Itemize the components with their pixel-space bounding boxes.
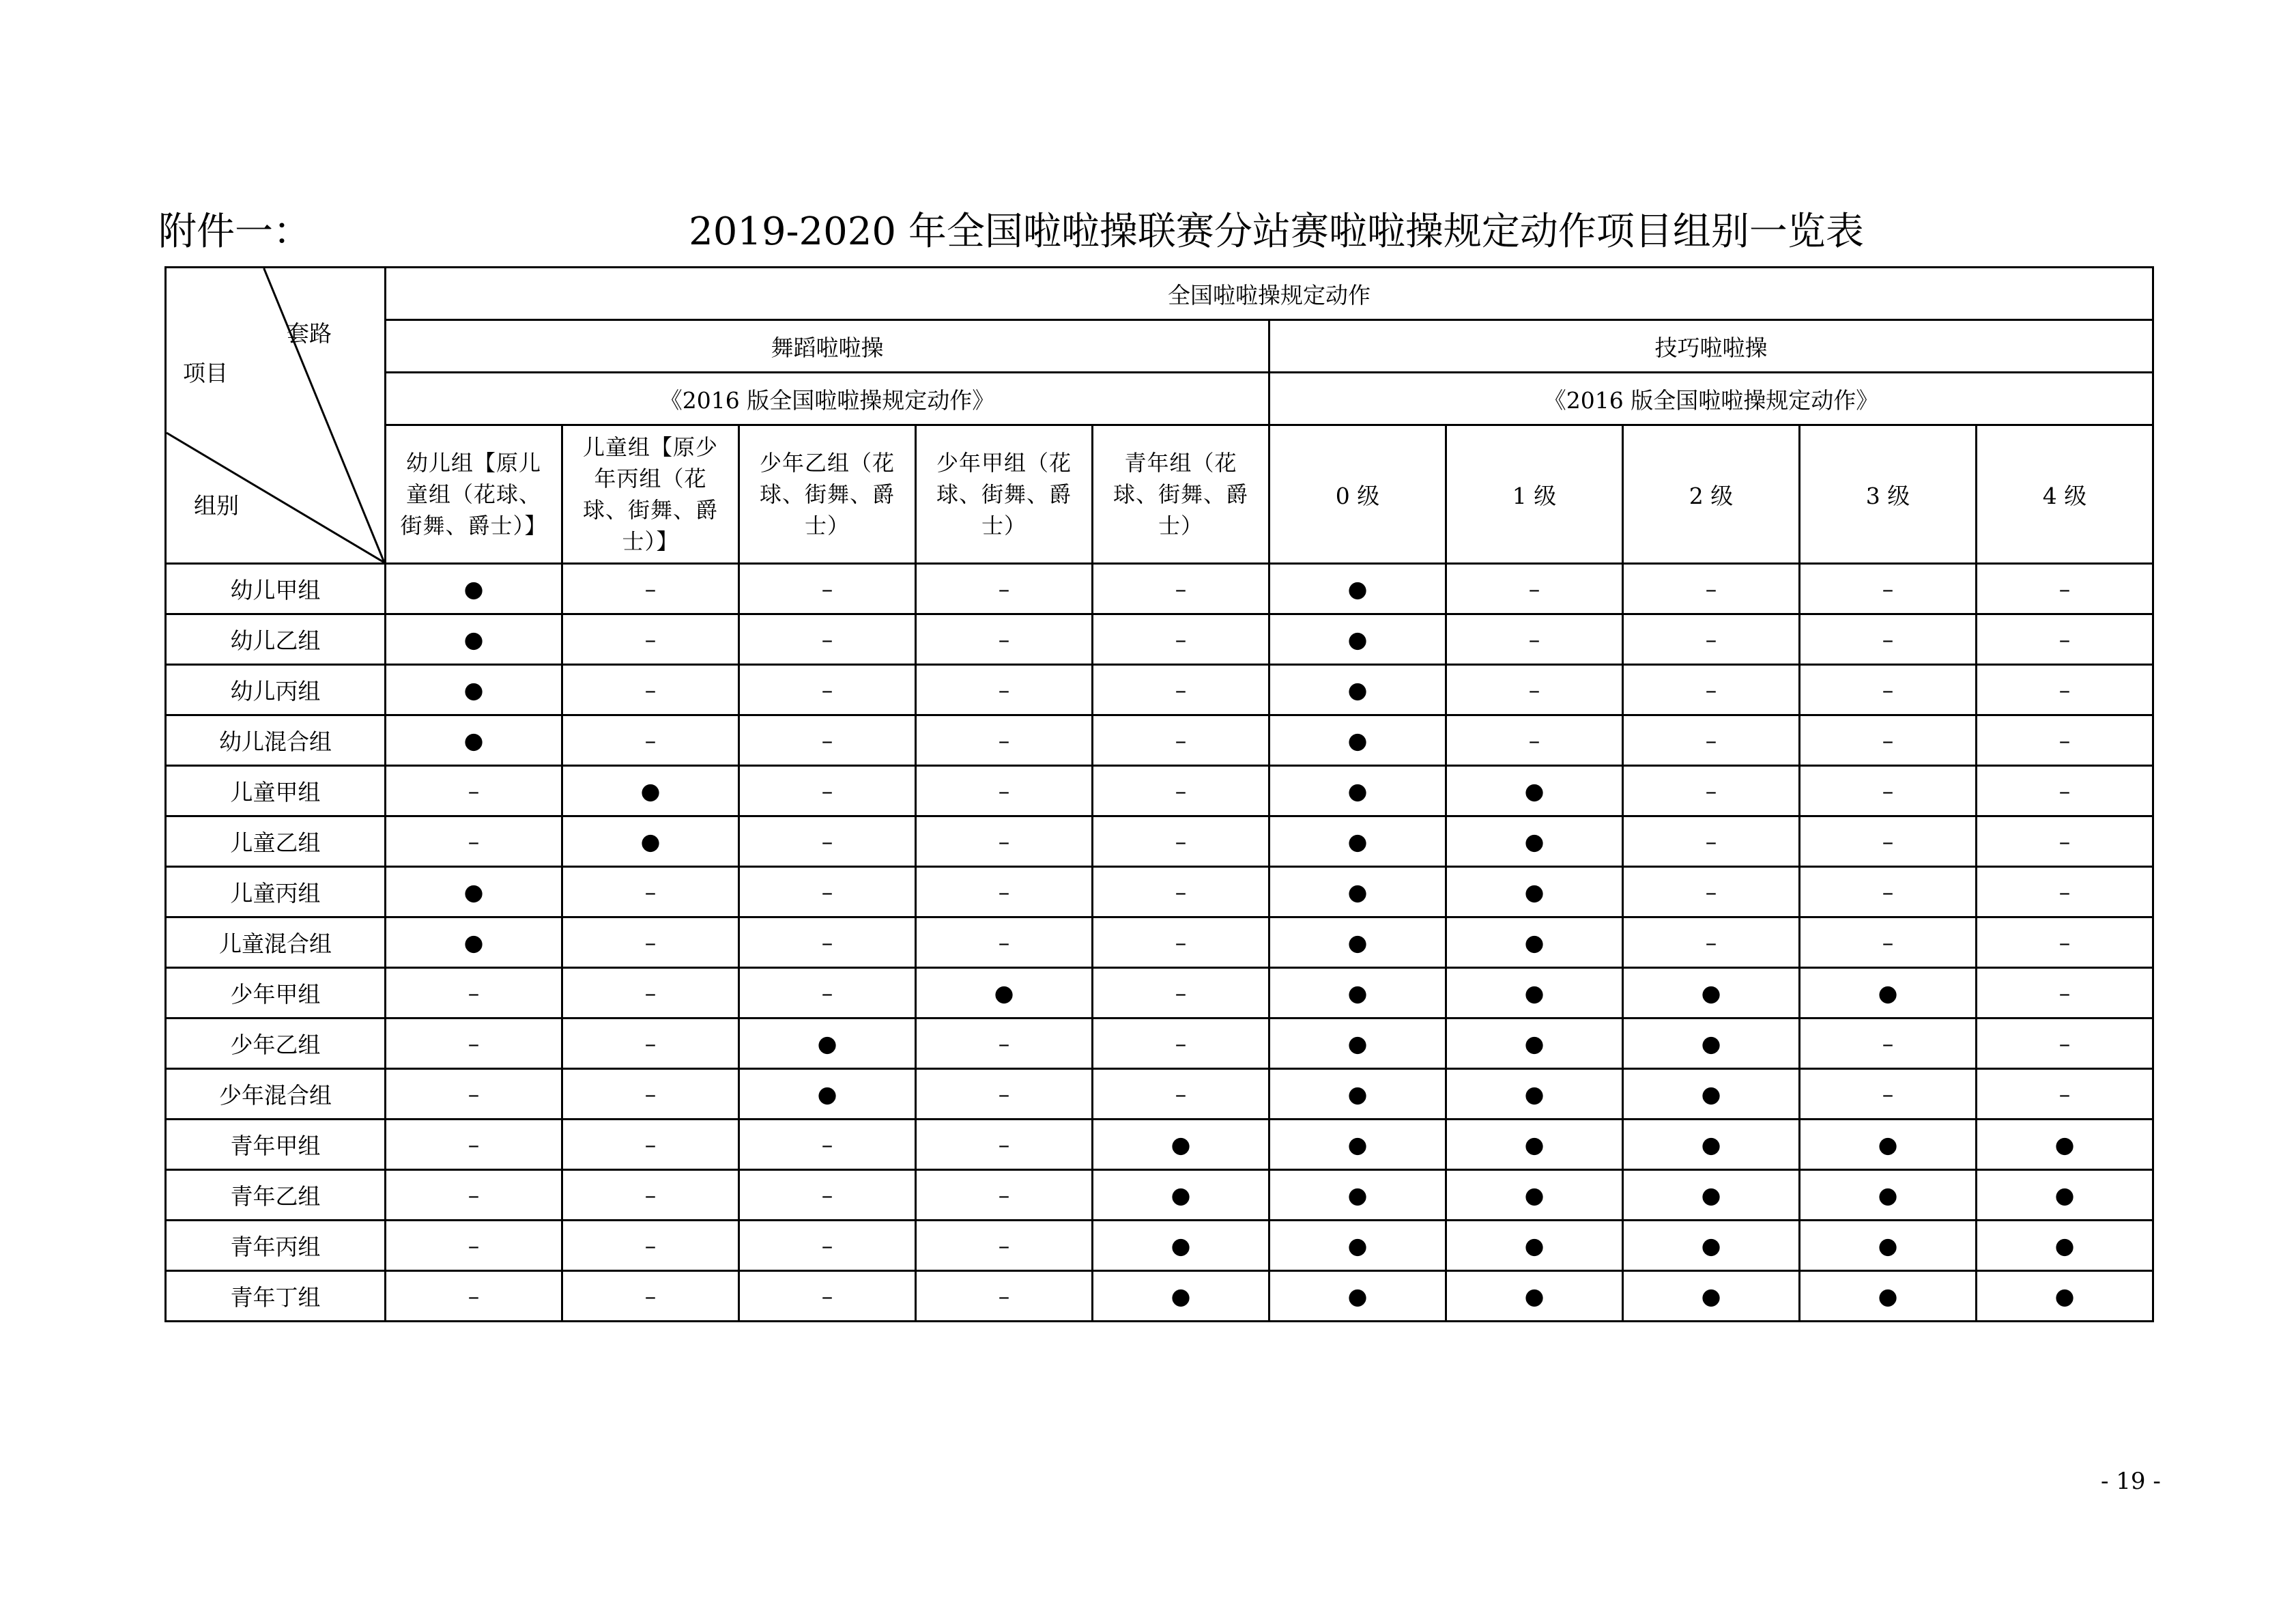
table-cell: – <box>739 968 916 1018</box>
table-cell: – <box>916 867 1093 917</box>
table-cell: ● <box>1623 1271 1800 1322</box>
column-header-label: 少年甲组（花球、街舞、爵士） <box>936 450 1072 539</box>
table-row <box>166 1170 2153 1221</box>
table-cell: ● <box>1269 1120 1446 1170</box>
table-row <box>166 1271 2153 1322</box>
row-label: 幼儿混合组 <box>166 715 386 766</box>
table-row <box>166 715 2153 766</box>
table-cell: – <box>1800 766 1977 816</box>
table-cell: – <box>562 1221 739 1271</box>
table-cell: ● <box>1800 1170 1977 1221</box>
table-row <box>166 564 2153 614</box>
table-cell: ● <box>1800 1221 1977 1271</box>
table-cell: – <box>386 1170 562 1221</box>
table-cell: – <box>916 665 1093 715</box>
table-cell: – <box>916 1221 1093 1271</box>
table-cell: – <box>1623 715 1800 766</box>
table-cell: – <box>562 665 739 715</box>
attachment-label: 附件一： <box>158 210 311 254</box>
table-cell: ● <box>1446 917 1623 968</box>
header-row-version <box>166 373 2153 425</box>
column-header-level-0: 0 级 <box>1269 425 1446 564</box>
corner-item-label: 项目 <box>183 360 228 386</box>
table-cell: – <box>386 1018 562 1069</box>
column-header-level-1: 1 级 <box>1446 425 1623 564</box>
row-label: 儿童混合组 <box>166 917 386 968</box>
row-label: 儿童乙组 <box>166 816 386 867</box>
table-cell: – <box>562 867 739 917</box>
skill-version-header: 《2016 版全国啦啦操规定动作》 <box>1269 373 2153 425</box>
table-row <box>166 867 2153 917</box>
table-cell: – <box>1623 917 1800 968</box>
table-cell: – <box>562 564 739 614</box>
table-cell: ● <box>1800 1120 1977 1170</box>
table-cell: ● <box>1446 1120 1623 1170</box>
header-row-type <box>166 320 2153 373</box>
table-row <box>166 1018 2153 1069</box>
skill-header: 技巧啦啦操 <box>1269 320 2153 373</box>
table-cell: – <box>1800 665 1977 715</box>
table-cell: ● <box>1269 564 1446 614</box>
table-cell: ● <box>386 917 562 968</box>
table-cell: ● <box>1800 1271 1977 1322</box>
row-label: 幼儿丙组 <box>166 665 386 715</box>
table-cell: ● <box>1446 1069 1623 1120</box>
table-cell: – <box>916 1120 1093 1170</box>
table-cell: – <box>1093 766 1269 816</box>
table-cell: ● <box>386 715 562 766</box>
table-cell: ● <box>1623 968 1800 1018</box>
table-cell: – <box>1623 665 1800 715</box>
table-cell: – <box>1977 715 2153 766</box>
table-cell: ● <box>739 1018 916 1069</box>
table-cell: – <box>386 968 562 1018</box>
table-cell: ● <box>1269 1018 1446 1069</box>
table-cell: – <box>1800 715 1977 766</box>
table-cell: – <box>739 1170 916 1221</box>
table-cell: – <box>562 1069 739 1120</box>
table-row <box>166 917 2153 968</box>
table-cell: ● <box>1093 1271 1269 1322</box>
table-cell: – <box>916 1170 1093 1221</box>
table-cell: – <box>1977 564 2153 614</box>
table-cell: ● <box>1269 968 1446 1018</box>
table-cell: ● <box>1269 867 1446 917</box>
table-row <box>166 1069 2153 1120</box>
row-label: 幼儿甲组 <box>166 564 386 614</box>
table-cell: – <box>916 564 1093 614</box>
table-cell: – <box>562 614 739 665</box>
table-cell: ● <box>1269 917 1446 968</box>
table-cell: ● <box>1446 1271 1623 1322</box>
table-cell: ● <box>1446 816 1623 867</box>
table-row <box>166 968 2153 1018</box>
table-cell: ● <box>1446 968 1623 1018</box>
column-header-shaonian-jia <box>916 425 1093 564</box>
table-cell: ● <box>1446 1018 1623 1069</box>
table-cell: – <box>739 715 916 766</box>
table-cell: ● <box>562 816 739 867</box>
column-header-label: 少年乙组（花球、街舞、爵士） <box>759 450 895 539</box>
column-header-level-4: 4 级 <box>1977 425 2153 564</box>
table-cell: – <box>1446 715 1623 766</box>
table-cell: – <box>562 1170 739 1221</box>
table-cell: – <box>1977 614 2153 665</box>
table-cell: – <box>1977 917 2153 968</box>
row-label: 儿童丙组 <box>166 867 386 917</box>
table-cell: – <box>1093 665 1269 715</box>
corner-group-label: 组别 <box>194 492 239 519</box>
row-label: 青年甲组 <box>166 1120 386 1170</box>
table-cell: – <box>386 1069 562 1120</box>
table-cell: – <box>1800 614 1977 665</box>
table-cell: – <box>1800 816 1977 867</box>
table-cell: ● <box>1977 1271 2153 1322</box>
row-label: 少年甲组 <box>166 968 386 1018</box>
table-cell: ● <box>916 968 1093 1018</box>
table-cell: ● <box>1623 1170 1800 1221</box>
table-cell: – <box>916 715 1093 766</box>
table-cell: ● <box>1623 1120 1800 1170</box>
table-cell: ● <box>1800 968 1977 1018</box>
table-cell: – <box>562 1271 739 1322</box>
table-cell: – <box>386 1221 562 1271</box>
column-header-label: 儿童组【原少年丙组（花球、街舞、爵士）】 <box>582 434 718 554</box>
header-row-columns <box>166 425 2153 564</box>
table-cell: – <box>1623 766 1800 816</box>
row-label: 少年乙组 <box>166 1018 386 1069</box>
table-cell: – <box>1977 867 2153 917</box>
table-cell: – <box>739 867 916 917</box>
table-cell: ● <box>1269 1170 1446 1221</box>
row-label: 儿童甲组 <box>166 766 386 816</box>
table-cell: – <box>739 766 916 816</box>
table-cell: – <box>739 1271 916 1322</box>
table-cell: – <box>1800 917 1977 968</box>
column-header-qingnian <box>1093 425 1269 564</box>
column-header-level-2: 2 级 <box>1623 425 1800 564</box>
table-cell: ● <box>386 614 562 665</box>
table-cell: ● <box>1446 766 1623 816</box>
table-cell: – <box>562 968 739 1018</box>
table-cell: ● <box>1093 1221 1269 1271</box>
table-cell: – <box>1446 564 1623 614</box>
table-cell: – <box>562 917 739 968</box>
table-cell: ● <box>1623 1018 1800 1069</box>
table-cell: – <box>1446 665 1623 715</box>
page-number: - 19 - <box>2101 1468 2161 1495</box>
row-label: 青年丁组 <box>166 1271 386 1322</box>
table-cell: – <box>1093 715 1269 766</box>
table-cell: – <box>1800 1069 1977 1120</box>
table-cell: – <box>739 614 916 665</box>
table-cell: – <box>1446 614 1623 665</box>
table-cell: – <box>386 1120 562 1170</box>
corner-routine-label: 套路 <box>287 320 332 347</box>
table-cell: – <box>1093 816 1269 867</box>
table-cell: ● <box>1446 1221 1623 1271</box>
table-cell: – <box>916 917 1093 968</box>
table-cell: – <box>1623 614 1800 665</box>
table-cell: ● <box>1977 1221 2153 1271</box>
table-cell: ● <box>386 665 562 715</box>
table-cell: – <box>1623 816 1800 867</box>
table-cell: – <box>1093 1018 1269 1069</box>
table-row <box>166 614 2153 665</box>
table-cell: – <box>1977 968 2153 1018</box>
table-cell: – <box>739 1120 916 1170</box>
table-cell: – <box>1093 968 1269 1018</box>
table-cell: – <box>1977 1069 2153 1120</box>
table-cell: – <box>739 564 916 614</box>
table-cell: – <box>1093 1069 1269 1120</box>
table-row <box>166 766 2153 816</box>
table-cell: ● <box>1269 614 1446 665</box>
table-cell: – <box>1093 867 1269 917</box>
table-cell: – <box>1093 917 1269 968</box>
table-cell: – <box>562 1018 739 1069</box>
table-cell: – <box>1093 614 1269 665</box>
table-cell: ● <box>562 766 739 816</box>
table-cell: – <box>1800 1018 1977 1069</box>
table-cell: – <box>562 1120 739 1170</box>
table-cell: – <box>916 1018 1093 1069</box>
table-cell: ● <box>1269 715 1446 766</box>
table-cell: – <box>1800 867 1977 917</box>
table-row <box>166 665 2153 715</box>
table-cell: – <box>386 1271 562 1322</box>
column-header-label: 幼儿组【原儿童组（花球、街舞、爵士）】 <box>400 450 547 539</box>
column-header-level-3: 3 级 <box>1800 425 1977 564</box>
table-cell: ● <box>1269 1069 1446 1120</box>
table-cell: – <box>562 715 739 766</box>
table-row <box>166 1221 2153 1271</box>
column-header-shaonian-yi <box>739 425 916 564</box>
row-label: 幼儿乙组 <box>166 614 386 665</box>
table-cell: – <box>1977 1018 2153 1069</box>
table-cell: ● <box>1977 1170 2153 1221</box>
table-cell: – <box>1093 564 1269 614</box>
table-cell: ● <box>1269 816 1446 867</box>
table-cell: ● <box>1446 1170 1623 1221</box>
table-cell: ● <box>1623 1221 1800 1271</box>
table-cell: – <box>386 816 562 867</box>
column-header-label: 青年组（花球、街舞、爵士） <box>1113 450 1248 539</box>
table-cell: – <box>916 1069 1093 1120</box>
table-cell: ● <box>739 1069 916 1120</box>
table-cell: – <box>916 766 1093 816</box>
table-cell: – <box>386 766 562 816</box>
table-cell: ● <box>1269 1271 1446 1322</box>
group-table <box>164 266 2154 1322</box>
row-label: 青年丙组 <box>166 1221 386 1271</box>
table-cell: ● <box>1269 665 1446 715</box>
table-cell: – <box>739 1221 916 1271</box>
table-cell: – <box>1623 867 1800 917</box>
table-cell: – <box>1977 665 2153 715</box>
row-label: 青年乙组 <box>166 1170 386 1221</box>
table-cell: – <box>1800 564 1977 614</box>
dance-header: 舞蹈啦啦操 <box>386 320 1269 373</box>
main-header: 全国啦啦操规定动作 <box>386 268 2153 320</box>
table-cell: ● <box>1446 867 1623 917</box>
table-cell: – <box>1977 816 2153 867</box>
table-cell: – <box>1623 564 1800 614</box>
document-title: 2019-2020 年全国啦啦操联赛分站赛啦啦操规定动作项目组别一览表 <box>689 210 1864 254</box>
table-cell: ● <box>386 867 562 917</box>
table-cell: ● <box>386 564 562 614</box>
table-cell: ● <box>1269 1221 1446 1271</box>
dance-version-header: 《2016 版全国啦啦操规定动作》 <box>386 373 1269 425</box>
table-cell: ● <box>1623 1069 1800 1120</box>
column-header-youer <box>386 425 562 564</box>
column-header-ertong <box>562 425 739 564</box>
table-cell: – <box>739 816 916 867</box>
corner-cell <box>166 268 386 564</box>
table-row <box>166 816 2153 867</box>
table-cell: – <box>916 816 1093 867</box>
row-label: 少年混合组 <box>166 1069 386 1120</box>
table-cell: ● <box>1269 766 1446 816</box>
table-cell: – <box>739 917 916 968</box>
table-cell: ● <box>1977 1120 2153 1170</box>
table-cell: – <box>916 614 1093 665</box>
table-cell: – <box>1977 766 2153 816</box>
table-cell: – <box>916 1271 1093 1322</box>
table-cell: – <box>739 665 916 715</box>
header-row-main <box>166 268 2153 320</box>
table-cell: ● <box>1093 1170 1269 1221</box>
table-row <box>166 1120 2153 1170</box>
table-cell: ● <box>1093 1120 1269 1170</box>
